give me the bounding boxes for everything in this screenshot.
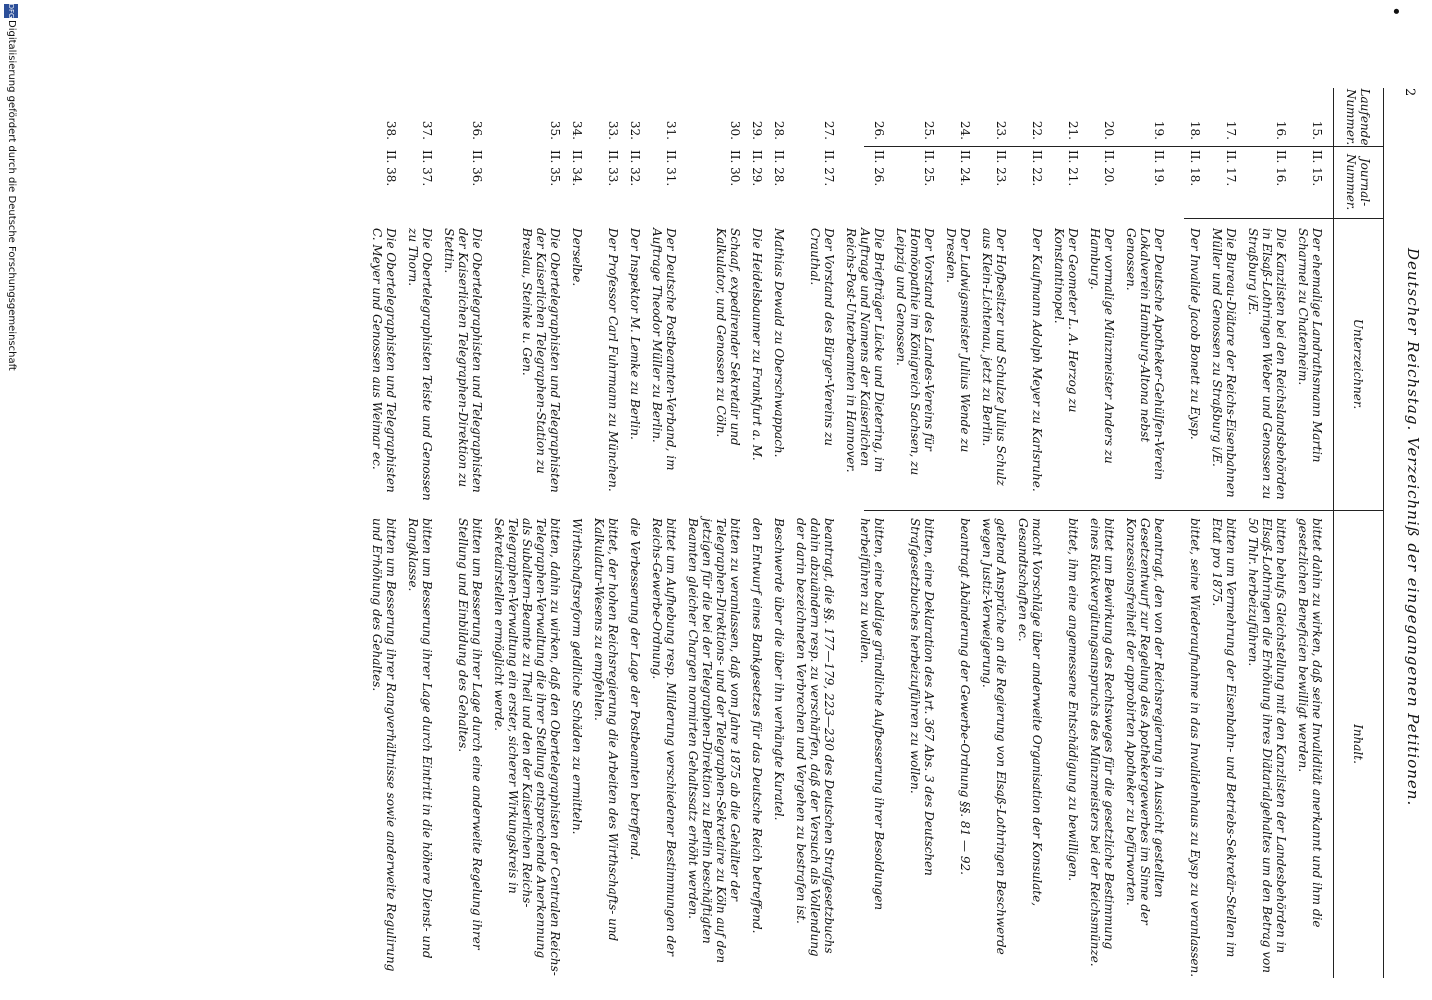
row-unterzeichner: Der Deutsche Apotheker-Gehülfen-Verein Lokalverein Hamburg-Altona nebst Genossen. (1124, 228, 1166, 480)
row-unterzeichner: Der Hofbesitzer und Schulze Julius Schulz aus Klein-Lichtenau, jetzt zu Berlin. (980, 228, 1008, 486)
table-row (570, 88, 584, 978)
row-laufende-nummer: 18. (1188, 120, 1202, 140)
row-unterzeichner: Die Obertelegraphisten und Telegraphisten der Kaiserlichen Telegraphen-Station zu Breslau, Steinke u. Gen. (520, 228, 562, 493)
table-row (1016, 88, 1044, 978)
row-laufende-nummer: 28. (772, 120, 786, 140)
table-row (370, 88, 398, 978)
row-inhalt: geltend Ansprüche an die Regierung von Elsaß-Lothringen Beschwerde wegen Justiz-Verweigerung. (980, 518, 1008, 955)
row-laufende-nummer: 24. (958, 120, 972, 140)
row-inhalt: Wirthschaftsreform geldliche Schäden zu ermitteln. (570, 518, 584, 835)
row-inhalt: bittet um Bewirkung des Rechtsweges für die gesetzliche Bestimmung eines Rückvergütungsanspruchs des Münzmeisters bei der Reichsmünze. (1088, 518, 1116, 967)
row-laufende-nummer: 27. (822, 120, 836, 140)
row-unterzeichner: Der ehemalige Landrathsmann Martin Scharmel zu Chatenheim. (1296, 228, 1324, 463)
table-row (406, 88, 434, 978)
row-laufende-nummer: 20. (1102, 120, 1116, 140)
row-laufende-nummer: 32. (628, 120, 642, 140)
row-journal-nummer: II. 19. (1152, 150, 1166, 187)
footer-credit: Digitalisierung gefördert durch die Deutsche Forschungsgemeinschaft (6, 20, 17, 371)
row-journal-nummer: II. 27. (822, 150, 836, 187)
row-laufende-nummer: 26. (872, 120, 886, 140)
row-journal-nummer: II. 36. (470, 150, 484, 187)
row-unterzeichner: Derselbe. (570, 228, 584, 287)
row-inhalt: die Verbesserung der Lage der Postbeamten betreffend. (628, 518, 642, 860)
table-row (1124, 88, 1166, 978)
row-unterzeichner: Schaaf, expedirender Sekretair und Kalkulator, und Genossen zu Cöln. (714, 228, 742, 446)
header-laufende-nummer: Laufende Nummer. (1344, 88, 1372, 146)
table-row (650, 88, 678, 978)
bullet-mark: • (1385, 6, 1406, 17)
row-journal-nummer: II. 26. (872, 150, 886, 187)
table-row (686, 88, 742, 978)
row-inhalt: beantragt, die §§. 177—179, 223—230 des Deutschen Strafgesetzbuchs dahin abzuändern resp. zu verschärfen, daß der Versuch als Vollendung der darin bezeichneten Verbrechen und Vergehen zu bestrafen ist. (794, 518, 836, 957)
row-laufende-nummer: 38. (384, 120, 398, 140)
row-laufende-nummer: 19. (1152, 120, 1166, 140)
row-inhalt: bitten um Vermehrung der Eisenbahn- und Betriebs-Sekretär-Stellen im Etat pro 1875. (1210, 518, 1238, 958)
table-row (794, 88, 836, 978)
row-journal-nummer: II. 15. (1310, 150, 1324, 187)
row-journal-nummer: II. 24. (958, 150, 972, 187)
header-journal-nummer: Journal-Nummer. (1344, 153, 1372, 211)
table-header (1334, 88, 1382, 978)
row-unterzeichner: Der Vorstand des Landes-Vereins für Homöopathie im Königreich Sachsen, zu Leipzig und Genossen. (894, 228, 936, 476)
table-row (980, 88, 1008, 978)
row-inhalt: bitten, eine baldige gründliche Aufbesserung ihrer Besoldungen herbeiführen zu wollen. (858, 518, 886, 911)
row-inhalt: Beschwerde über die über ihn verhängte Kuratel. (772, 518, 786, 821)
row-unterzeichner: Der Inspektor M. Lemke zu Berlin. (628, 228, 642, 440)
row-unterzeichner: Der Vorstand des Bürger-Vereins zu Crauthal. (808, 228, 836, 446)
row-inhalt: bitten um Besserung ihrer Lage durch Eintritt in die höhere Dienst- und Rangklasse. (406, 518, 434, 959)
row-inhalt: bitten behufs Gleichstellung mit den Kanzlisten der Landesbehörden in Elsaß-Lothringen die Erhöhung ihres Diätarialgehaltes um den Betrag von 50 Thlr. herbeizuführen. (1246, 518, 1288, 973)
table-row (1052, 88, 1080, 978)
row-inhalt: den Entwurf eines Bankgesetzes für das Deutsche Reich betreffend. (750, 518, 764, 934)
row-journal-nummer: II. 31. (664, 150, 678, 187)
row-inhalt: bittet, seine Wiederaufnahme in das Invalidenhaus zu Eysp zu veranlassen. (1188, 518, 1202, 978)
row-laufende-nummer: 16. (1274, 120, 1288, 140)
row-inhalt: bitten um Besserung ihrer Lage durch eine anderweite Regelung ihrer Stellung und Einbildung des Gehaltes. (456, 518, 484, 950)
row-unterzeichner: Der Kaufmann Adolph Meyer zu Karlsruhe. (1030, 228, 1044, 492)
page-title: Deutscher Reichstag. Verzeichniß der eingegangenen Petitionen. (1404, 248, 1422, 807)
table-row (844, 88, 886, 978)
table-row (750, 88, 764, 978)
row-laufende-nummer: 36. (470, 120, 484, 140)
row-laufende-nummer: 30. (728, 120, 742, 140)
row-unterzeichner: Der Professor Carl Fuhrmann zu München. (606, 228, 620, 492)
table-row (1246, 88, 1288, 978)
row-inhalt: macht Vorschläge über anderweite Organisation der Konsulate, Gesandtschaften ec. (1016, 518, 1044, 907)
row-laufende-nummer: 37. (420, 120, 434, 140)
row-journal-nummer: II. 33. (606, 150, 620, 187)
row-laufende-nummer: 15. (1310, 120, 1324, 140)
row-journal-nummer: II. 30. (728, 150, 742, 187)
header-inhalt: Inhalt. (1351, 724, 1365, 764)
table-row (592, 88, 620, 978)
dfg-logo: DFG (4, 4, 18, 18)
row-laufende-nummer: 34. (570, 120, 584, 140)
row-unterzeichner: Die Heidelsbaumer zu Frankfurt a. M. (750, 228, 764, 461)
table-row (1174, 88, 1202, 978)
row-inhalt: bittet dahin zu wirken, daß seine Invalidität anerkannt und ihm die gesetzlichen Beneficien bewilligt werden. (1296, 518, 1324, 928)
row-journal-nummer: II. 38. (384, 150, 398, 187)
row-unterzeichner: Die Obertelegraphisten und Telegraphisten der Kaiserlichen Telegraphen-Direktion zu Stettin. (442, 228, 484, 493)
row-laufende-nummer: 31. (664, 120, 678, 140)
row-laufende-nummer: 17. (1224, 120, 1238, 140)
row-journal-nummer: II. 37. (420, 150, 434, 187)
row-inhalt: beantragt Abänderung der Gewerbe-Ordnung §§. 81 — 92. (958, 518, 972, 875)
row-journal-nummer: II. 29. (750, 150, 764, 187)
row-journal-nummer: II. 22. (1030, 150, 1044, 187)
row-journal-nummer: II. 34. (570, 150, 584, 187)
row-inhalt: bitten zu veranlassen, daß vom Jahre 1875 ab die Gehälter der Telegraphen-Direktions- und der Telegraphen-Sekretaire zu Köln auf den jetzigen für die bei der Telegraphen-Direktion zu Berlin beschäftigten Beamten gleicher Chargen normirten Gehaltssatz erhöht werden. (686, 518, 742, 964)
row-journal-nummer: II. 23. (994, 150, 1008, 187)
row-unterzeichner: Der Ludwigsmeister Julius Wende zu Dresden. (944, 228, 972, 453)
row-laufende-nummer: 22. (1030, 120, 1044, 140)
row-inhalt: bittet, der hohen Reichsregierung die Arbeiten des Wirthschafts- und Kalkulatur-Wesens zu empfehlen. (592, 518, 620, 942)
row-inhalt: bittet, ihm eine angemessene Entschädigung zu bewilligen. (1066, 518, 1080, 882)
row-unterzeichner: Die Obertelegraphisten Teiste und Genossen zu Thorn. (406, 228, 434, 501)
footer (0, 0, 22, 1000)
row-journal-nummer: II. 18. (1188, 150, 1202, 187)
row-unterzeichner: Mathias Dewald zu Oberschwappach. (772, 228, 786, 458)
row-laufende-nummer: 29. (750, 120, 764, 140)
row-unterzeichner: Der vormalige Münzmeister Anders zu Hamburg. (1088, 228, 1116, 464)
table-row (442, 88, 484, 978)
row-unterzeichner: Der Deutsche Postbeamten-Verband, im Auftrage Theodor Müller zu Berlin. (650, 228, 678, 471)
row-journal-nummer: II. 25. (922, 150, 936, 187)
row-unterzeichner: Die Kanzlisten bei den Reichslandsbehörden in Elsaß-Lothringen Weber und Genossen zu Straßburg i/E. (1246, 228, 1288, 500)
table-row (1210, 88, 1238, 978)
table-row (772, 88, 786, 978)
row-journal-nummer: II. 28. (772, 150, 786, 187)
row-unterzeichner: Die Bureau-Diätare der Reichs-Eisenbahnen Müller und Genossen zu Straßburg i/E. (1210, 228, 1238, 498)
header-unterzeichner: Unterzeichner. (1351, 318, 1365, 410)
row-inhalt: bitten um Besserung ihrer Rangverhältnisse sowie anderweite Regulirung und Erhöhung des Gehaltes. (370, 518, 398, 972)
row-unterzeichner: Der Geometer L. A. Herzog zu Konstantinopel. (1052, 228, 1080, 413)
row-journal-nummer: II. 17. (1224, 150, 1238, 187)
row-laufende-nummer: 33. (606, 120, 620, 140)
table-row (1088, 88, 1116, 978)
row-laufende-nummer: 35. (548, 120, 562, 140)
table-row (944, 88, 972, 978)
row-journal-nummer: II. 16. (1274, 150, 1288, 187)
row-journal-nummer: II. 21. (1066, 150, 1080, 187)
table-row (628, 88, 642, 978)
page-number: 2 (1402, 88, 1417, 97)
row-unterzeichner: Die Briefträger Lücke und Dietering, im Auftrage und Namens der Kaiserlichen Reichs-Post-Unterbeamten in Hannover. (844, 228, 886, 473)
row-inhalt: bitten, dahin zu wirken, daß den Obertelegraphisten der Centralen Reichs-Telegraphen-Verwaltung die ihrer Stellung entsprechende Anerkennung als Subaltern-Beamte zu Theil und den der Kaiserlichen Reichs-Telegraphen-Verwaltung ein erster, sicherer Wirkungskreis in Sekretairstellen ermöglicht werde. (492, 518, 562, 976)
table-row (492, 88, 562, 978)
row-journal-nummer: II. 35. (548, 150, 562, 187)
row-inhalt: bitten, eine Deklaration des Art. 367 Abs. 3 des Deutschen Strafgesetzbuches herbeizuführen zu wollen. (908, 518, 936, 876)
row-unterzeichner: Die Obertelegraphisten und Telegraphisten C. Meyer und Genossen aus Weimar ec. (370, 228, 398, 493)
row-unterzeichner: Der Invalide Jacob Bonett zu Eysp. (1188, 228, 1202, 440)
row-inhalt: bittet um Aufhebung resp. Milderung verschiedener Bestimmungen der Reichs-Gewerbe-Ordnung. (650, 518, 678, 956)
row-laufende-nummer: 21. (1066, 120, 1080, 140)
row-journal-nummer: II. 20. (1102, 150, 1116, 187)
table-row (894, 88, 936, 978)
row-laufende-nummer: 23. (994, 120, 1008, 140)
row-laufende-nummer: 25. (922, 120, 936, 140)
row-journal-nummer: II. 32. (628, 150, 642, 187)
table-top-rule (1383, 88, 1384, 978)
table-row (1296, 88, 1324, 978)
row-inhalt: beantragt, den von der Reichsregierung in Aussicht gestellten Gesetzentwurf zur Regelung des Apothekergewerbes im Sinne der Konzessionsfreiheit der approbirten Apotheker zu befürworten. (1124, 518, 1166, 925)
